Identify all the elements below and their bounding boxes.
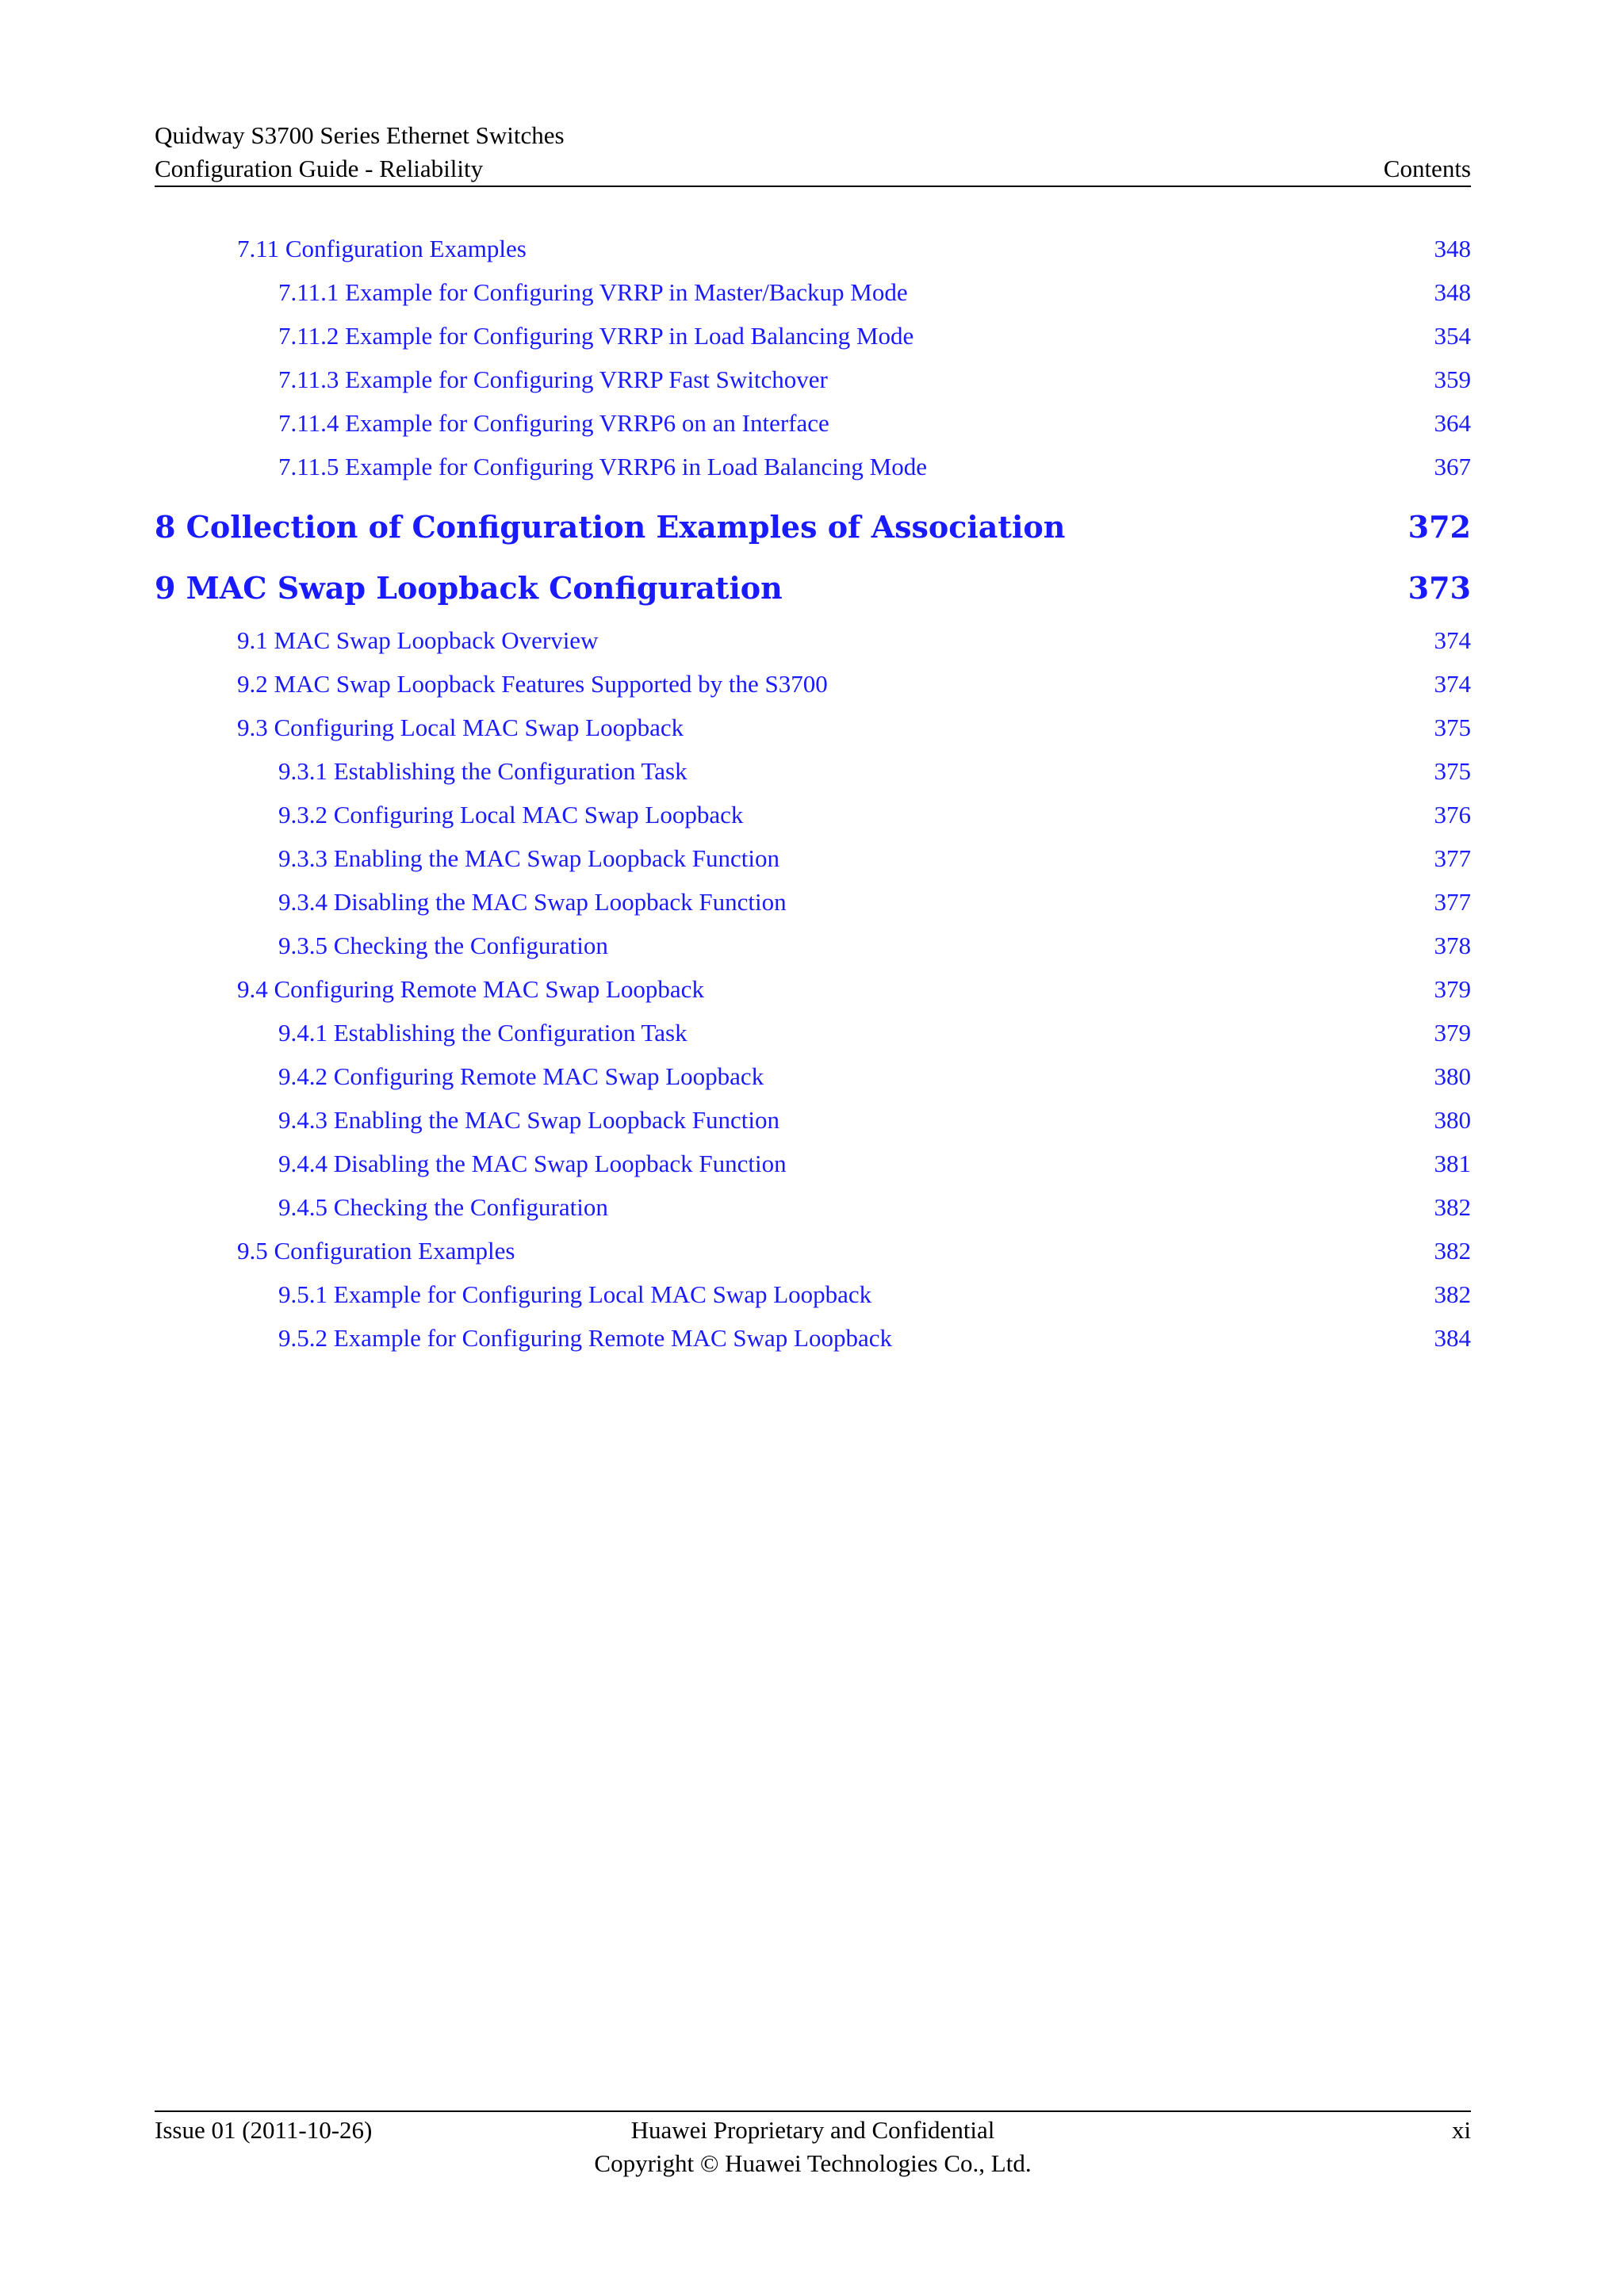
- toc-entry-page: 373: [1408, 570, 1471, 606]
- toc-section-link[interactable]: [155, 1229, 1471, 1272]
- toc-entry-title: 7.11.5 Example for Configuring VRRP6 in Load Balancing Mode: [278, 453, 927, 480]
- toc-entry-title: 9.3.3 Enabling the MAC Swap Loopback Function: [278, 844, 779, 872]
- toc-entry-page: 382: [1434, 1193, 1471, 1221]
- toc-entry-title: 9.2 MAC Swap Loopback Features Supported by the S3700: [237, 670, 828, 698]
- header-product: Quidway S3700 Series Ethernet Switches: [155, 121, 565, 149]
- toc-entry-page: 372: [1408, 509, 1471, 545]
- toc-entry-title: 9.4.1 Establishing the Configuration Task: [278, 1019, 688, 1047]
- toc-entry-title: 7.11.4 Example for Configuring VRRP6 on an Interface: [278, 409, 829, 437]
- toc-entry-title: 9.5.2 Example for Configuring Remote MAC Swap Loopback: [278, 1324, 893, 1352]
- toc-chapter-link[interactable]: [155, 496, 1471, 557]
- toc-entry-page: 380: [1434, 1062, 1471, 1090]
- toc-section-link[interactable]: [155, 662, 1471, 706]
- toc-entry-title: 8 Collection of Configuration Examples of Association: [155, 509, 1066, 545]
- toc-entry-title: 7.11.2 Example for Configuring VRRP in Load Balancing Mode: [278, 322, 914, 350]
- toc-entry-page: 348: [1434, 278, 1471, 306]
- table-of-contents: [155, 227, 1471, 1360]
- toc-entry-page: 380: [1434, 1106, 1471, 1134]
- toc-section-link[interactable]: [155, 880, 1471, 924]
- toc-entry-page: 377: [1434, 888, 1471, 916]
- toc-section-link[interactable]: [155, 358, 1471, 401]
- toc-section-link[interactable]: [155, 1142, 1471, 1185]
- toc-entry-page: 348: [1434, 235, 1471, 262]
- toc-entry-title: 9.4.5 Checking the Configuration: [278, 1193, 608, 1221]
- toc-section-link[interactable]: [155, 1316, 1471, 1360]
- toc-entry-title: 9 MAC Swap Loopback Configuration: [155, 570, 783, 606]
- footer-issue: Issue 01 (2011-10-26): [155, 2116, 373, 2144]
- header-row: [155, 152, 1471, 186]
- toc-entry-page: 375: [1434, 757, 1471, 785]
- toc-entry-title: 9.4.2 Configuring Remote MAC Swap Loopback: [278, 1062, 764, 1090]
- toc-entry-title: 9.5.1 Example for Configuring Local MAC Swap Loopback: [278, 1280, 872, 1308]
- toc-entry-title: 9.3.2 Configuring Local MAC Swap Loopback: [278, 801, 744, 828]
- toc-entry-title: 9.3.5 Checking the Configuration: [278, 932, 608, 959]
- footer-confidential: Huawei Proprietary and Confidential: [630, 2116, 995, 2144]
- toc-entry-title: 9.3.1 Establishing the Configuration Task: [278, 757, 688, 785]
- toc-section-link[interactable]: [155, 793, 1471, 836]
- toc-section-link[interactable]: [155, 1054, 1471, 1098]
- toc-section-link[interactable]: [155, 1272, 1471, 1316]
- toc-entry-page: 374: [1434, 670, 1471, 698]
- footer-page-number: xi: [1451, 2116, 1471, 2144]
- toc-section-link[interactable]: [155, 1185, 1471, 1229]
- header-divider: [155, 186, 1471, 187]
- toc-entry-page: 384: [1434, 1324, 1471, 1352]
- toc-entry-title: 9.4.3 Enabling the MAC Swap Loopback Function: [278, 1106, 779, 1134]
- toc-section-link[interactable]: [155, 749, 1471, 793]
- toc-section-link[interactable]: [155, 270, 1471, 314]
- toc-entry-page: 375: [1434, 714, 1471, 741]
- toc-entry-page: 359: [1434, 365, 1471, 393]
- toc-entry-page: 382: [1434, 1237, 1471, 1265]
- toc-section-link[interactable]: [155, 445, 1471, 488]
- toc-entry-page: 379: [1434, 1019, 1471, 1047]
- toc-section-link[interactable]: [155, 1011, 1471, 1054]
- toc-section-link[interactable]: [155, 618, 1471, 662]
- header-section: Contents: [1383, 155, 1471, 182]
- toc-entry-page: 382: [1434, 1280, 1471, 1308]
- toc-entry-title: 7.11 Configuration Examples: [237, 235, 527, 262]
- header-guide: Configuration Guide - Reliability: [155, 155, 484, 182]
- toc-entry-page: 378: [1434, 932, 1471, 959]
- toc-section-link[interactable]: [155, 401, 1471, 445]
- toc-entry-title: 9.4 Configuring Remote MAC Swap Loopback: [237, 975, 704, 1003]
- toc-entry-page: 377: [1434, 844, 1471, 872]
- toc-section-link[interactable]: [155, 227, 1471, 270]
- toc-entry-title: 9.1 MAC Swap Loopback Overview: [237, 626, 599, 654]
- toc-entry-title: 9.3 Configuring Local MAC Swap Loopback: [237, 714, 684, 741]
- toc-entry-page: 379: [1434, 975, 1471, 1003]
- toc-entry-title: 9.4.4 Disabling the MAC Swap Loopback Function: [278, 1150, 787, 1177]
- toc-chapter-link[interactable]: [155, 557, 1471, 618]
- footer-copyright: Copyright © Huawei Technologies Co., Ltd.: [594, 2149, 1032, 2177]
- toc-entry-title: 7.11.3 Example for Configuring VRRP Fast Switchover: [278, 365, 828, 393]
- toc-section-link[interactable]: [155, 924, 1471, 967]
- toc-entry-page: 367: [1434, 453, 1471, 480]
- toc-entry-page: 376: [1434, 801, 1471, 828]
- toc-entry-title: 9.3.4 Disabling the MAC Swap Loopback Function: [278, 888, 787, 916]
- toc-section-link[interactable]: [155, 836, 1471, 880]
- page-header: [155, 119, 1471, 186]
- toc-entry-title: 7.11.1 Example for Configuring VRRP in Master/Backup Mode: [278, 278, 908, 306]
- footer-center: [155, 2114, 1471, 2180]
- toc-section-link[interactable]: [155, 314, 1471, 358]
- toc-entry-page: 364: [1434, 409, 1471, 437]
- toc-entry-page: 354: [1434, 322, 1471, 350]
- toc-entry-title: 9.5 Configuration Examples: [237, 1237, 515, 1265]
- toc-section-link[interactable]: [155, 1098, 1471, 1142]
- toc-section-link[interactable]: [155, 967, 1471, 1011]
- toc-entry-page: 381: [1434, 1150, 1471, 1177]
- toc-section-link[interactable]: [155, 706, 1471, 749]
- toc-entry-page: 374: [1434, 626, 1471, 654]
- footer-divider: [155, 2110, 1471, 2112]
